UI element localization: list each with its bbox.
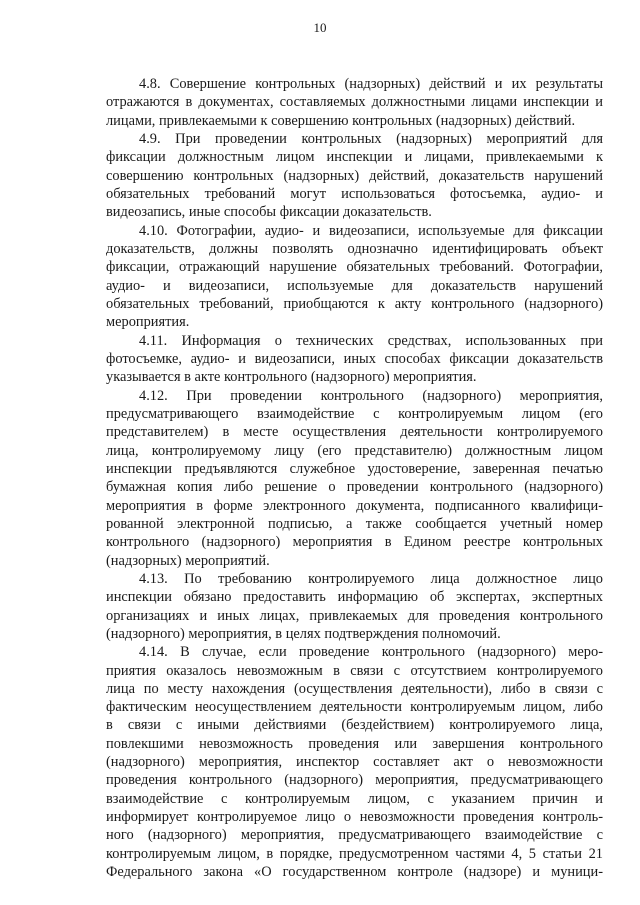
paragraph-line: фиксации должностным лицом инспекции и лицами, привлекаемыми к <box>106 149 603 166</box>
paragraph-line: 4.8. Совершение контрольных (надзорных) действий и их результаты <box>139 76 603 92</box>
paragraph-line: мероприятия в форме электронного документа, подписанного квалифици- <box>106 497 603 514</box>
paragraph-line: фиксации, отражающий нарушение обязательных требований. Фотографии, <box>106 259 603 276</box>
paragraph-4-9 <box>106 130 603 222</box>
paragraph-line: представителем) в месте осуществления деятельности контролируемого <box>106 424 603 441</box>
paragraph-line: информирует контролируемое лицо о невозможности проведения контроль- <box>106 809 603 826</box>
paragraph-line: 4.13. По требованию контролируемого лица должностное лицо <box>139 570 603 587</box>
paragraph-4-14 <box>106 643 603 881</box>
paragraph-4-13 <box>106 570 603 643</box>
paragraph-line: фотосъемке, аудио- и видеозаписи, иных способах фиксации доказательств <box>106 350 603 367</box>
paragraph-line: инспекции предъявляются служебное удостоверение, заверенная печатью <box>106 460 603 477</box>
paragraph-line: лицами, привлекаемыми к совершению контрольных (надзорных) действий. <box>106 112 576 129</box>
paragraph-line: лица по месту нахождения (осуществления деятельности), либо в связи с <box>106 680 603 697</box>
paragraph-line: обязательных требований могут использоваться фотосъемка, аудио- и <box>106 185 603 202</box>
paragraph-line: инспекции обязано предоставить информацию об экспертах, экспертных <box>106 589 603 606</box>
paragraph-line: 4.9. При проведении контрольных (надзорных) мероприятий для <box>139 130 603 147</box>
paragraph-line: видеозапись, иные способы фиксации доказательств. <box>106 204 432 221</box>
paragraph-line: контрольного (надзорного) мероприятия в Едином реестре контрольных <box>106 534 603 551</box>
paragraph-line: взаимодействие с контролируемым лицом, с указанием причин и <box>106 790 603 807</box>
paragraph-line: аудио- и видеозаписи, используемые для доказательств нарушений <box>106 277 603 294</box>
paragraph-4-10 <box>106 222 603 332</box>
paragraph-line: повлекшими невозможность проведения или завершения контрольного <box>106 735 603 752</box>
paragraph-line: (надзорного) мероприятия, инспектор составляет акт о невозможности <box>106 754 603 771</box>
paragraph-line: фактическим неосуществлением деятельности контролируемым лицом, либо <box>106 699 603 716</box>
paragraph-line: доказательств, должны позволять однозначно идентифицировать объект <box>106 240 603 257</box>
paragraph-line: проведения контрольного (надзорного) мероприятия, предусматривающего <box>106 772 603 789</box>
paragraph-line: 4.11. Информация о технических средствах, использованных при <box>139 332 603 349</box>
paragraph-line: совершению контрольных (надзорных) действий, доказательств нарушений <box>106 167 603 184</box>
paragraph-line: обязательных требований, приобщаются к акту контрольного (надзорного) <box>106 295 603 312</box>
paragraph-line: 4.14. В случае, если проведение контрольного (надзорного) меро- <box>139 644 603 661</box>
paragraph-line: отражаются в документах, составляемых должностными лицами инспекции и <box>106 94 603 111</box>
paragraph-line: мероприятия. <box>106 314 190 331</box>
paragraph-line: 4.10. Фотографии, аудио- и видеозаписи, используемые для фиксации <box>139 222 603 239</box>
paragraph-line: лица, контролируемому лицу (его представителю) должностным лицом <box>106 442 603 459</box>
paragraph-line: 4.12. При проведении контрольного (надзорного) мероприятия, <box>139 387 603 404</box>
paragraph-line: в связи с иными действиями (бездействием) контролируемого лица, <box>106 717 603 734</box>
paragraph-line: ного (надзорного) мероприятия, предусматривающего взаимодействие с <box>106 827 603 844</box>
paragraph-line: (надзорного) мероприятия, в целях подтверждения полномочий. <box>106 625 501 642</box>
page-number: 10 <box>313 20 327 35</box>
paragraph-line: рованной электронной подписью, а также сообщается учетный номер <box>106 515 603 532</box>
paragraph-line: бумажная копия либо решение о проведении контрольного (надзорного) <box>106 479 603 496</box>
paragraph-line: Федерального закона «О государственном контроле (надзоре) и муници- <box>106 864 603 881</box>
paragraph-line: (надзорных) мероприятий. <box>106 552 270 569</box>
paragraph-line: организациях и иных лицах, привлекаемых для проведения контрольного <box>106 607 603 624</box>
paragraph-4-12 <box>106 387 603 570</box>
paragraph-line: приятия оказалось невозможным в связи с отсутствием контролируемого <box>106 662 603 679</box>
document-body <box>106 75 603 881</box>
paragraph-line: контролируемым лицом, в порядке, предусмотренном частями 4, 5 статьи 21 <box>106 845 603 862</box>
paragraph-line: указывается в акте контрольного (надзорного) мероприятия. <box>106 369 477 386</box>
paragraph-4-11 <box>106 332 603 387</box>
paragraph-line: предусматривающего взаимодействие с контролируемым лицом (его <box>106 405 603 422</box>
paragraph-4-8 <box>106 75 603 130</box>
